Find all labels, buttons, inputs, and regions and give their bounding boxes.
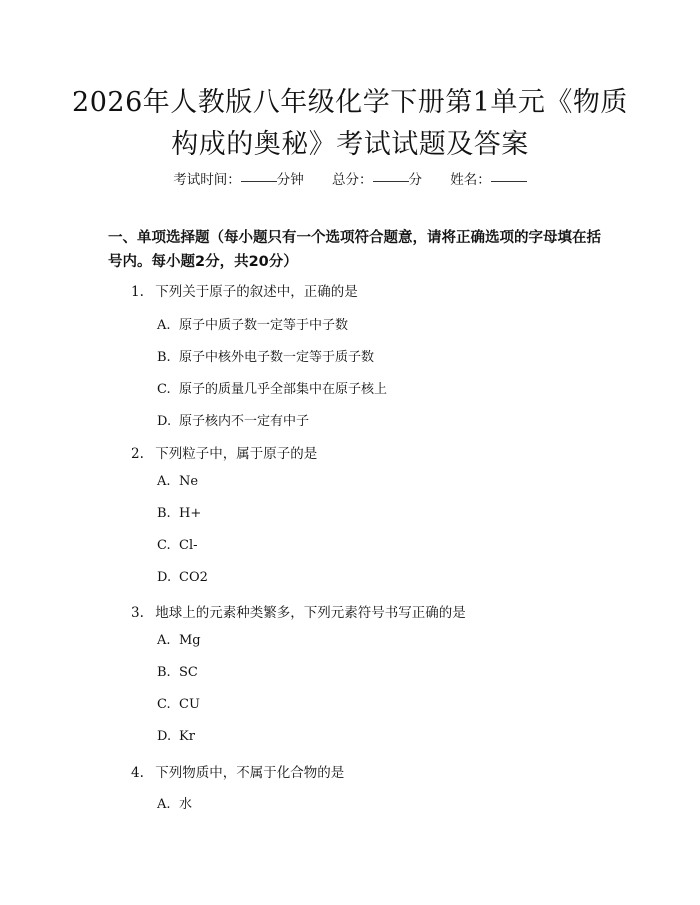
question-number: 3. xyxy=(131,605,144,621)
question-3-option-c xyxy=(157,697,200,712)
section-heading: 一、单项选择题（每小题只有一个选项符合题意，请将正确选项的字母填在括号内。每小题2分，共20分） xyxy=(108,230,601,270)
option-letter: A. xyxy=(157,633,171,648)
question-3-option-d xyxy=(157,729,195,744)
question-1 xyxy=(131,280,358,300)
option-text: CU xyxy=(179,697,200,712)
option-letter: D. xyxy=(157,414,172,429)
total-score-label: 总分： xyxy=(332,172,373,188)
option-text: 原子核内不一定有中子 xyxy=(179,414,310,429)
question-4 xyxy=(131,761,344,781)
question-2 xyxy=(131,442,317,462)
exam-time-label: 考试时间： xyxy=(173,172,241,188)
student-name-field xyxy=(450,168,527,188)
question-number: 4. xyxy=(131,765,144,781)
exam-time-unit: 分钟 xyxy=(276,172,304,188)
student-name-label: 姓名： xyxy=(450,172,491,188)
option-letter: C. xyxy=(157,697,171,712)
option-letter: D. xyxy=(157,729,172,744)
option-text: SC xyxy=(179,665,198,680)
option-text: CO2 xyxy=(179,570,208,585)
question-stem: 地球上的元素种类繁多，下列元素符号书写正确的是 xyxy=(155,605,466,621)
option-text: 原子的质量几乎全部集中在原子核上 xyxy=(179,382,388,397)
question-2-option-d xyxy=(157,570,208,585)
option-text: 原子中核外电子数一定等于质子数 xyxy=(179,350,375,365)
total-score-unit: 分 xyxy=(408,172,422,188)
option-letter: A. xyxy=(157,318,171,333)
question-1-option-d xyxy=(157,410,309,429)
total-score-blank xyxy=(373,181,409,182)
student-name-blank xyxy=(491,181,527,182)
question-stem: 下列粒子中，属于原子的是 xyxy=(155,446,318,462)
document-title: 2026年人教版八年级化学下册第1单元《物质构成的奥秘》考试试题及答案 xyxy=(72,87,628,160)
exam-meta-line xyxy=(0,168,700,188)
option-text: Mg xyxy=(179,633,201,648)
option-letter: B. xyxy=(157,506,171,521)
question-2-option-a xyxy=(157,474,198,489)
question-1-option-a xyxy=(157,314,348,333)
question-2-option-b xyxy=(157,506,201,521)
option-letter: B. xyxy=(157,665,171,680)
question-3 xyxy=(131,601,466,621)
question-3-option-b xyxy=(157,665,198,680)
question-1-option-c xyxy=(157,378,387,397)
option-letter: C. xyxy=(157,382,171,397)
option-text: Ne xyxy=(179,474,199,489)
option-text: 原子中质子数一定等于中子数 xyxy=(179,318,349,333)
option-text: H+ xyxy=(179,506,202,521)
question-4-option-a xyxy=(157,793,192,812)
option-letter: D. xyxy=(157,570,172,585)
option-letter: A. xyxy=(157,797,171,812)
exam-time-blank xyxy=(241,181,277,182)
question-number: 2. xyxy=(131,446,144,462)
exam-time-field xyxy=(173,168,304,188)
question-3-option-a xyxy=(157,633,201,648)
question-stem: 下列关于原子的叙述中，正确的是 xyxy=(155,284,358,300)
question-stem: 下列物质中，不属于化合物的是 xyxy=(155,765,345,781)
option-letter: C. xyxy=(157,538,171,553)
option-letter: B. xyxy=(157,350,171,365)
option-text: Cl- xyxy=(179,538,198,553)
option-text: Kr xyxy=(179,729,195,744)
option-letter: A. xyxy=(157,474,171,489)
option-text: 水 xyxy=(179,797,193,812)
question-1-option-b xyxy=(157,346,374,365)
question-number: 1. xyxy=(131,284,144,300)
total-score-field xyxy=(332,168,422,188)
question-2-option-c xyxy=(157,538,198,553)
